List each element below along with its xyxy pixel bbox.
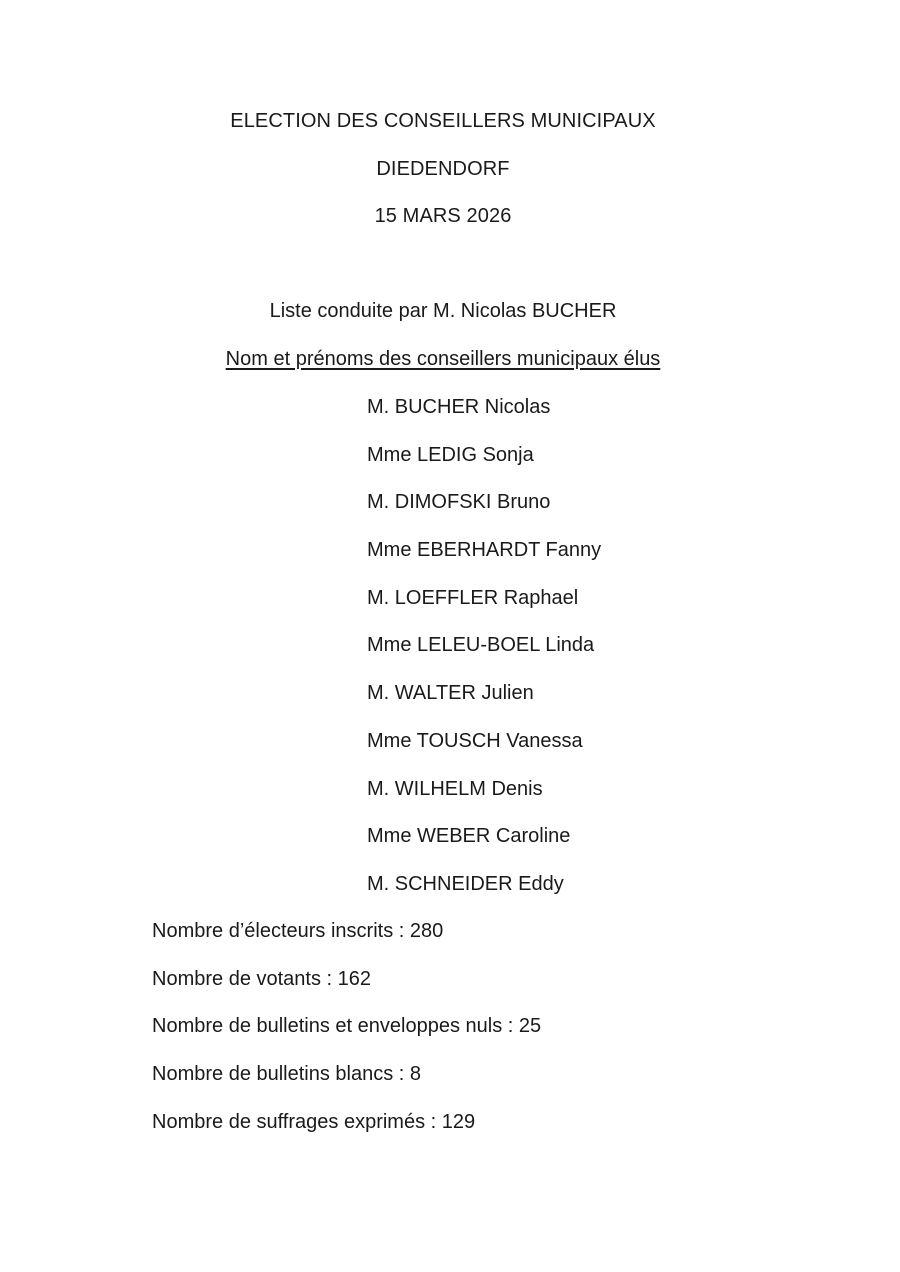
member-item: Mme WEBER Caroline <box>367 825 571 848</box>
member-item: Mme TOUSCH Vanessa <box>367 729 583 752</box>
elected-members-heading: Nom et prénoms des conseillers municipaux élus <box>225 348 661 370</box>
commune-name: DIEDENDORF <box>376 158 510 180</box>
member-item: Mme LELEU-BOEL Linda <box>367 634 595 657</box>
member-item: Mme LEDIG Sonja <box>367 443 534 466</box>
member-item: M. BUCHER Nicolas <box>367 396 551 418</box>
member-item: M. DIMOFSKI Bruno <box>367 491 551 514</box>
member-item: M. SCHNEIDER Eddy <box>367 872 564 895</box>
results-list <box>152 917 541 1155</box>
member-item: M. WALTER Julien <box>367 682 534 705</box>
list-lead-text: Liste conduite par M. Nicolas BUCHER <box>269 300 617 322</box>
document-title: ELECTION DES CONSEILLERS MUNICIPAUX <box>230 110 656 132</box>
member-item: M. LOEFFLER Raphael <box>367 586 579 609</box>
votes-cast: Nombre de suffrages exprimés : 129 <box>152 1110 476 1133</box>
election-date: 15 MARS 2026 <box>374 205 512 227</box>
registered-voters: Nombre d’électeurs inscrits : 280 <box>152 920 444 942</box>
elected-members-list <box>367 393 601 918</box>
member-item: Mme EBERHARDT Fanny <box>367 539 602 562</box>
member-item: M. WILHELM Denis <box>367 777 543 800</box>
blank-ballots: Nombre de bulletins blancs : 8 <box>152 1063 422 1086</box>
null-ballots: Nombre de bulletins et enveloppes nuls : 25 <box>152 1015 542 1038</box>
voters-count: Nombre de votants : 162 <box>152 967 372 990</box>
